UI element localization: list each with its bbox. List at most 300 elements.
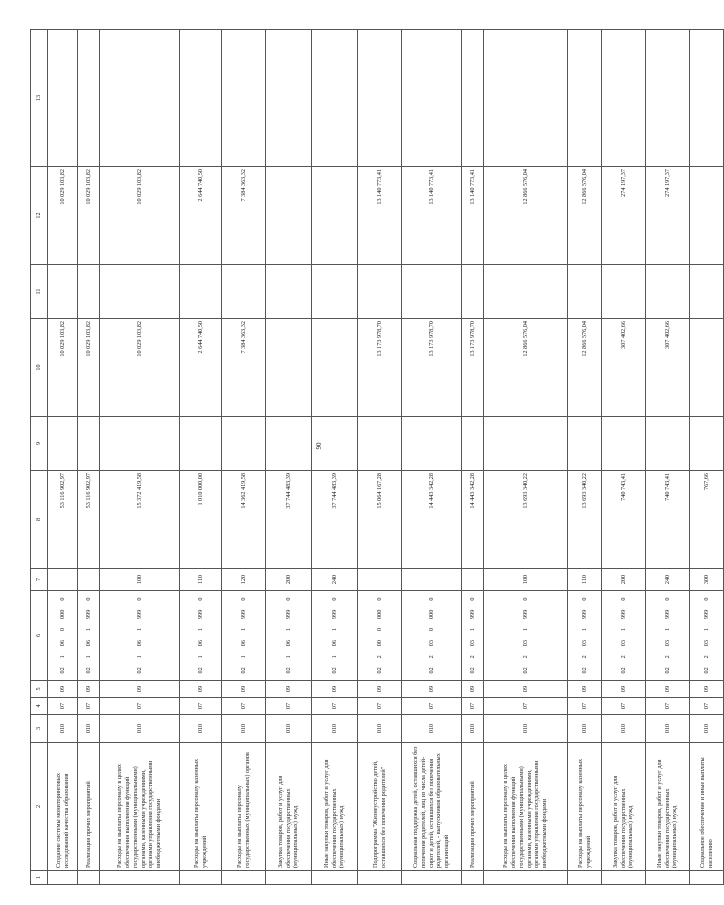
amount-col13-cell bbox=[358, 30, 402, 167]
row-index-cell bbox=[222, 871, 266, 885]
code-segment: 000 bbox=[58, 609, 66, 619]
section-code-cell: 07 bbox=[222, 698, 266, 715]
row-index-cell bbox=[78, 871, 100, 885]
code-segment: 999 bbox=[619, 609, 627, 619]
amount-col13-cell bbox=[48, 30, 78, 167]
code-segment: 2 bbox=[375, 655, 383, 659]
row-name-cell: Расходы на выплаты персоналу казенных учреждений bbox=[568, 743, 602, 871]
target-code-segments bbox=[620, 593, 628, 678]
code-segment: 1 bbox=[135, 655, 143, 659]
amount-col9-cell bbox=[100, 417, 180, 471]
amount-col9-cell bbox=[78, 417, 100, 471]
code-segment: 0 bbox=[375, 627, 383, 632]
amount-col12-cell: 10 029 103,82 bbox=[48, 167, 78, 265]
table-row bbox=[222, 30, 266, 885]
admin-code-cell: 010 bbox=[402, 715, 462, 743]
budget-table bbox=[30, 29, 724, 885]
amount-col12-cell: 7 384 363,32 bbox=[222, 167, 266, 265]
code-segment: 1 bbox=[196, 655, 204, 659]
amount-col12-cell: 13 140 773,41 bbox=[358, 167, 402, 265]
code-segment: 1 bbox=[619, 627, 627, 632]
target-code-cell bbox=[402, 591, 462, 681]
admin-code-cell: 010 bbox=[180, 715, 222, 743]
section-code-cell: 07 bbox=[602, 698, 646, 715]
row-name-cell: Реализация прочих мероприятий bbox=[462, 743, 484, 871]
subsection-code-cell: 09 bbox=[568, 681, 602, 698]
expense-type-cell: 200 bbox=[602, 569, 646, 591]
row-index-cell bbox=[180, 871, 222, 885]
table-row bbox=[690, 30, 724, 885]
amount-col11-cell bbox=[462, 265, 484, 319]
code-segment: 03 bbox=[702, 640, 710, 647]
code-segment: 0 bbox=[468, 597, 476, 601]
amount-col12-cell: 13 140 773,41 bbox=[462, 167, 484, 265]
code-segment: 1 bbox=[84, 655, 92, 659]
row-name-cell: Иные закупки товаров, работ и услуг для обеспечения государственных (муниципальных) нужд bbox=[646, 743, 690, 871]
subsection-code-cell: 09 bbox=[266, 681, 312, 698]
code-segment: 999 bbox=[135, 609, 143, 619]
row-index-cell bbox=[690, 871, 724, 885]
code-segment: 03 bbox=[580, 640, 588, 647]
amount-col11-cell bbox=[78, 265, 100, 319]
amount-col10-cell: 12 866 576,04 bbox=[568, 319, 602, 417]
row-index-cell bbox=[568, 871, 602, 885]
amount-col9-cell bbox=[358, 417, 402, 471]
expense-type-cell bbox=[462, 569, 484, 591]
admin-code-cell: 010 bbox=[646, 715, 690, 743]
code-segment: 999 bbox=[468, 609, 476, 619]
section-code-cell: 07 bbox=[462, 698, 484, 715]
code-segment: 1 bbox=[135, 627, 143, 632]
table-row bbox=[358, 30, 402, 885]
amount-col9-cell bbox=[266, 417, 312, 471]
amount-col12-cell: 12 866 576,04 bbox=[484, 167, 568, 265]
code-segment: 03 bbox=[619, 640, 627, 647]
section-code-cell: 07 bbox=[312, 698, 358, 715]
code-segment: 2 bbox=[427, 655, 435, 659]
target-code-cell bbox=[266, 591, 312, 681]
code-segment: 0 bbox=[427, 597, 435, 601]
table-row bbox=[180, 30, 222, 885]
amount-col9-cell bbox=[646, 417, 690, 471]
table-row bbox=[266, 30, 312, 885]
row-index-cell bbox=[312, 871, 358, 885]
code-segment: 2 bbox=[521, 655, 529, 659]
amount-col12-cell bbox=[312, 167, 358, 265]
subsection-code-cell: 09 bbox=[602, 681, 646, 698]
table-row bbox=[484, 30, 568, 885]
rotated-page bbox=[30, 30, 714, 885]
table-row bbox=[48, 30, 78, 885]
target-code-cell bbox=[48, 591, 78, 681]
code-segment: 02 bbox=[84, 667, 92, 674]
code-segment: 0 bbox=[284, 597, 292, 601]
code-segment: 999 bbox=[196, 609, 204, 619]
code-segment: 03 bbox=[468, 640, 476, 647]
code-segment: 0 bbox=[239, 597, 247, 601]
code-segment: 06 bbox=[239, 640, 247, 647]
amount-col9-cell bbox=[602, 417, 646, 471]
code-segment: 06 bbox=[135, 640, 143, 647]
amount-col8-cell: 53 116 902,97 bbox=[78, 471, 100, 569]
code-segment: 1 bbox=[521, 627, 529, 632]
table-row bbox=[402, 30, 462, 885]
row-name-cell: Закупка товаров, работ и услуг для обеспечения государственных (муниципальных) нужд bbox=[266, 743, 312, 871]
header-cell: 11 bbox=[31, 265, 48, 319]
target-code-segments bbox=[664, 593, 672, 678]
subsection-code-cell: 09 bbox=[462, 681, 484, 698]
amount-col13-cell bbox=[602, 30, 646, 167]
amount-col13-cell bbox=[222, 30, 266, 167]
row-name-cell: Социальная поддержка детей, оставшихся без попечения родителей, лиц из числа детей-сирот и детей, оставшихся без попечения родителей, - выпускников образовательных организаций bbox=[402, 743, 462, 871]
amount-col12-cell: 13 140 773,41 bbox=[402, 167, 462, 265]
code-segment: 0 bbox=[702, 597, 710, 601]
amount-col12-cell: 10 029 103,82 bbox=[100, 167, 180, 265]
code-segment: 999 bbox=[284, 609, 292, 619]
expense-type-cell: 100 bbox=[484, 569, 568, 591]
code-segment: 999 bbox=[702, 609, 710, 619]
code-segment: 2 bbox=[702, 655, 710, 659]
code-segment: 02 bbox=[58, 667, 66, 674]
admin-code-cell: 010 bbox=[358, 715, 402, 743]
expense-type-cell: 240 bbox=[646, 569, 690, 591]
target-code-cell bbox=[180, 591, 222, 681]
table-row bbox=[312, 30, 358, 885]
expense-type-cell: 110 bbox=[568, 569, 602, 591]
amount-col11-cell bbox=[180, 265, 222, 319]
code-segment: 0 bbox=[619, 597, 627, 601]
code-segment: 1 bbox=[702, 627, 710, 632]
code-segment: 03 bbox=[521, 640, 529, 647]
subsection-code-cell: 09 bbox=[222, 681, 266, 698]
code-segment: 02 bbox=[663, 667, 671, 674]
amount-col11-cell bbox=[358, 265, 402, 319]
amount-col8-cell: 1 010 000,00 bbox=[180, 471, 222, 569]
code-segment: 06 bbox=[196, 640, 204, 647]
amount-col11-cell bbox=[568, 265, 602, 319]
expense-type-cell: 240 bbox=[312, 569, 358, 591]
amount-col11-cell bbox=[266, 265, 312, 319]
table-row bbox=[462, 30, 484, 885]
amount-col11-cell bbox=[312, 265, 358, 319]
subsection-code-cell: 09 bbox=[48, 681, 78, 698]
code-segment: 1 bbox=[284, 627, 292, 632]
code-segment: 06 bbox=[58, 640, 66, 647]
code-segment: 06 bbox=[84, 640, 92, 647]
row-name-cell: Реализация прочих мероприятий bbox=[78, 743, 100, 871]
amount-col10-cell: 10 029 103,82 bbox=[48, 319, 78, 417]
amount-col10-cell: 13 173 978,70 bbox=[358, 319, 402, 417]
amount-col8-cell: 767,66 bbox=[690, 471, 724, 569]
code-segment: 2 bbox=[468, 655, 476, 659]
target-code-cell bbox=[222, 591, 266, 681]
amount-col13-cell bbox=[100, 30, 180, 167]
row-name-cell: Подпрограмма "Жизнеустройство детей, оставшихся без попечения родителей" bbox=[358, 743, 402, 871]
code-segment: 2 bbox=[580, 655, 588, 659]
row-name-cell: Расходы на выплаты персоналу в целях обеспечения выполнения функций государственными (муниципальными) органами, казенными учреждениями, органами управления государственными внебюджетными фондами bbox=[484, 743, 568, 871]
amount-col9-cell bbox=[222, 417, 266, 471]
subsection-code-cell: 09 bbox=[358, 681, 402, 698]
table-row bbox=[100, 30, 180, 885]
target-code-segments bbox=[240, 593, 248, 678]
section-code-cell: 07 bbox=[48, 698, 78, 715]
subsection-code-cell: 09 bbox=[312, 681, 358, 698]
amount-col11-cell bbox=[690, 265, 724, 319]
amount-col9-cell bbox=[484, 417, 568, 471]
amount-col12-cell: 274 197,37 bbox=[646, 167, 690, 265]
code-segment: 0 bbox=[521, 597, 529, 601]
amount-col9-cell bbox=[312, 417, 358, 471]
subsection-code-cell: 09 bbox=[180, 681, 222, 698]
expense-type-cell bbox=[358, 569, 402, 591]
amount-col8-cell: 13 693 340,22 bbox=[568, 471, 602, 569]
admin-code-cell: 010 bbox=[78, 715, 100, 743]
amount-col11-cell bbox=[646, 265, 690, 319]
admin-code-cell: 010 bbox=[462, 715, 484, 743]
code-segment: 0 bbox=[84, 597, 92, 601]
amount-col12-cell: 2 644 740,50 bbox=[180, 167, 222, 265]
amount-col10-cell: 10 029 103,82 bbox=[78, 319, 100, 417]
header-row bbox=[31, 30, 48, 885]
code-segment: 02 bbox=[521, 667, 529, 674]
amount-col11-cell bbox=[602, 265, 646, 319]
amount-col10-cell bbox=[266, 319, 312, 417]
target-code-segments bbox=[581, 593, 589, 678]
section-code-cell: 07 bbox=[646, 698, 690, 715]
row-name-cell: Социальное обеспечение и иные выплаты населению bbox=[690, 743, 724, 871]
target-code-segments bbox=[197, 593, 205, 678]
code-segment: 02 bbox=[239, 667, 247, 674]
code-segment: 999 bbox=[663, 609, 671, 619]
code-segment: 999 bbox=[84, 609, 92, 619]
code-segment: 000 bbox=[427, 609, 435, 619]
code-segment: 1 bbox=[580, 627, 588, 632]
header-cell: 3 bbox=[31, 715, 48, 743]
header-cell: 9 bbox=[31, 417, 48, 471]
code-segment: 0 bbox=[330, 597, 338, 601]
row-name-cell: Расходы на выплаты персоналу в целях обеспечения выполнения функций государственными (муниципальными) органами, казенными учреждениями, органами управления государственными внебюджетными фондами bbox=[100, 743, 180, 871]
row-name-cell: Расходы на выплаты персоналу казенных учреждений bbox=[180, 743, 222, 871]
code-segment: 000 bbox=[375, 609, 383, 619]
amount-col11-cell bbox=[402, 265, 462, 319]
code-segment: 06 bbox=[330, 640, 338, 647]
amount-col13-cell bbox=[484, 30, 568, 167]
row-index-cell bbox=[602, 871, 646, 885]
code-segment: 02 bbox=[702, 667, 710, 674]
target-code-segments bbox=[703, 593, 711, 678]
amount-col10-cell: 12 866 576,04 bbox=[484, 319, 568, 417]
admin-code-cell: 010 bbox=[690, 715, 724, 743]
amount-col11-cell bbox=[100, 265, 180, 319]
code-segment: 02 bbox=[135, 667, 143, 674]
target-code-cell bbox=[78, 591, 100, 681]
code-segment: 0 bbox=[58, 627, 66, 632]
amount-col13-cell bbox=[266, 30, 312, 167]
amount-col8-cell: 14 443 342,28 bbox=[402, 471, 462, 569]
header-cell: 1 bbox=[31, 871, 48, 885]
subsection-code-cell: 09 bbox=[100, 681, 180, 698]
subsection-code-cell: 09 bbox=[690, 681, 724, 698]
code-segment: 02 bbox=[284, 667, 292, 674]
amount-col10-cell: 7 384 363,32 bbox=[222, 319, 266, 417]
amount-col8-cell: 53 116 902,97 bbox=[48, 471, 78, 569]
amount-col8-cell: 14 443 342,28 bbox=[462, 471, 484, 569]
amount-col10-cell: 10 029 103,82 bbox=[100, 319, 180, 417]
code-segment: 0 bbox=[58, 597, 66, 601]
target-code-cell bbox=[602, 591, 646, 681]
code-segment: 1 bbox=[330, 627, 338, 632]
admin-code-cell: 010 bbox=[100, 715, 180, 743]
code-segment: 999 bbox=[330, 609, 338, 619]
admin-code-cell: 010 bbox=[222, 715, 266, 743]
row-index-cell bbox=[358, 871, 402, 885]
code-segment: 1 bbox=[330, 655, 338, 659]
target-code-segments bbox=[285, 593, 293, 678]
target-code-segments bbox=[522, 593, 530, 678]
target-code-cell bbox=[484, 591, 568, 681]
amount-col12-cell bbox=[266, 167, 312, 265]
code-segment: 00 bbox=[375, 640, 383, 647]
expense-type-cell: 100 bbox=[100, 569, 180, 591]
amount-col8-cell: 15 064 167,28 bbox=[358, 471, 402, 569]
code-segment: 0 bbox=[580, 597, 588, 601]
code-segment: 02 bbox=[427, 667, 435, 674]
row-index-cell bbox=[100, 871, 180, 885]
code-segment: 06 bbox=[284, 640, 292, 647]
code-segment: 02 bbox=[619, 667, 627, 674]
admin-code-cell: 010 bbox=[48, 715, 78, 743]
code-segment: 0 bbox=[427, 627, 435, 632]
amount-col9-cell bbox=[48, 417, 78, 471]
target-code-cell bbox=[568, 591, 602, 681]
target-code-segments bbox=[85, 593, 93, 678]
target-code-segments bbox=[331, 593, 339, 678]
expense-type-cell: 200 bbox=[266, 569, 312, 591]
target-code-segments bbox=[469, 593, 477, 678]
code-segment: 999 bbox=[239, 609, 247, 619]
row-name-cell: Закупка товаров, работ и услуг для обеспечения государственных (муниципальных) нужд bbox=[602, 743, 646, 871]
section-code-cell: 07 bbox=[568, 698, 602, 715]
amount-col11-cell bbox=[48, 265, 78, 319]
amount-col13-cell bbox=[402, 30, 462, 167]
target-code-cell bbox=[462, 591, 484, 681]
amount-col13-cell bbox=[646, 30, 690, 167]
expense-type-cell bbox=[78, 569, 100, 591]
target-code-cell bbox=[690, 591, 724, 681]
target-code-segments bbox=[136, 593, 144, 678]
code-segment: 0 bbox=[375, 597, 383, 601]
row-index-cell bbox=[266, 871, 312, 885]
amount-col10-cell: 307 402,66 bbox=[646, 319, 690, 417]
admin-code-cell: 010 bbox=[266, 715, 312, 743]
target-code-cell bbox=[100, 591, 180, 681]
subsection-code-cell: 09 bbox=[484, 681, 568, 698]
amount-col9-cell bbox=[462, 417, 484, 471]
code-segment: 2 bbox=[619, 655, 627, 659]
amount-col12-cell bbox=[690, 167, 724, 265]
admin-code-cell: 010 bbox=[568, 715, 602, 743]
code-segment: 02 bbox=[330, 667, 338, 674]
amount-col10-cell: 307 402,66 bbox=[602, 319, 646, 417]
table-row bbox=[568, 30, 602, 885]
amount-col13-cell bbox=[312, 30, 358, 167]
subsection-code-cell: 09 bbox=[78, 681, 100, 698]
header-cell: 13 bbox=[31, 30, 48, 167]
amount-col8-cell: 37 744 483,39 bbox=[312, 471, 358, 569]
amount-col8-cell: 13 693 340,22 bbox=[484, 471, 568, 569]
amount-col12-cell: 12 866 576,04 bbox=[568, 167, 602, 265]
expense-type-cell: 300 bbox=[690, 569, 724, 591]
expense-type-cell: 120 bbox=[222, 569, 266, 591]
admin-code-cell: 010 bbox=[602, 715, 646, 743]
target-code-cell bbox=[312, 591, 358, 681]
amount-col11-cell bbox=[484, 265, 568, 319]
code-segment: 2 bbox=[663, 655, 671, 659]
amount-col10-cell: 13 173 978,70 bbox=[462, 319, 484, 417]
subsection-code-cell: 09 bbox=[402, 681, 462, 698]
code-segment: 999 bbox=[521, 609, 529, 619]
code-segment: 02 bbox=[468, 667, 476, 674]
code-segment: 0 bbox=[135, 597, 143, 601]
amount-col9-cell bbox=[402, 417, 462, 471]
subsection-code-cell: 09 bbox=[646, 681, 690, 698]
section-code-cell: 07 bbox=[100, 698, 180, 715]
admin-code-cell: 010 bbox=[484, 715, 568, 743]
header-cell: 6 bbox=[31, 591, 48, 681]
row-index-cell bbox=[462, 871, 484, 885]
expense-type-cell bbox=[402, 569, 462, 591]
code-segment: 1 bbox=[468, 627, 476, 632]
target-code-segments bbox=[59, 593, 67, 678]
row-index-cell bbox=[48, 871, 78, 885]
code-segment: 02 bbox=[375, 667, 383, 674]
amount-col8-cell: 740 743,41 bbox=[602, 471, 646, 569]
header-cell: 8 bbox=[31, 471, 48, 569]
code-segment: 1 bbox=[239, 627, 247, 632]
code-segment: 1 bbox=[58, 655, 66, 659]
amount-col13-cell bbox=[568, 30, 602, 167]
amount-col13-cell bbox=[462, 30, 484, 167]
amount-col13-cell bbox=[78, 30, 100, 167]
header-cell: 2 bbox=[31, 743, 48, 871]
target-code-cell bbox=[646, 591, 690, 681]
section-code-cell: 07 bbox=[690, 698, 724, 715]
code-segment: 1 bbox=[663, 627, 671, 632]
code-segment: 999 bbox=[580, 609, 588, 619]
amount-col8-cell: 37 744 483,39 bbox=[266, 471, 312, 569]
row-name-cell: Расходы на выплаты персоналу государственных (муниципальных) органов bbox=[222, 743, 266, 871]
section-code-cell: 07 bbox=[180, 698, 222, 715]
code-segment: 1 bbox=[239, 655, 247, 659]
row-name-cell: Иные закупки товаров, работ и услуг для обеспечения государственных (муниципальных) нужд bbox=[312, 743, 358, 871]
row-index-cell bbox=[402, 871, 462, 885]
expense-type-cell: 110 bbox=[180, 569, 222, 591]
section-code-cell: 07 bbox=[78, 698, 100, 715]
code-segment: 1 bbox=[284, 655, 292, 659]
amount-col12-cell: 10 029 103,82 bbox=[78, 167, 100, 265]
amount-col9-cell bbox=[180, 417, 222, 471]
code-segment: 03 bbox=[427, 640, 435, 647]
amount-col8-cell: 740 743,41 bbox=[646, 471, 690, 569]
page-number: 90 bbox=[315, 442, 323, 450]
amount-col9-cell bbox=[568, 417, 602, 471]
section-code-cell: 07 bbox=[484, 698, 568, 715]
amount-col8-cell: 15 372 419,58 bbox=[100, 471, 180, 569]
amount-col10-cell bbox=[312, 319, 358, 417]
table-row bbox=[646, 30, 690, 885]
amount-col10-cell: 13 173 978,70 bbox=[402, 319, 462, 417]
table-row bbox=[78, 30, 100, 885]
